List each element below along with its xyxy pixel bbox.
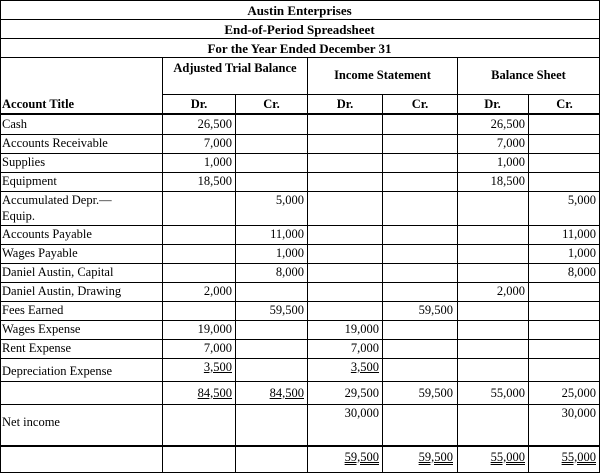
amount-cell: 11,000 [270,227,304,241]
bs-cr-header: Cr. [556,97,573,111]
total-cell: 25,000 [561,386,596,400]
amount-cell: 11,000 [562,227,596,241]
account-title-cell: Supplies [2,155,46,169]
company-name: Austin Enterprises [247,3,352,18]
amount-cell: 19,000 [344,322,379,336]
total-cell: 59,500 [418,386,453,400]
final-total-cell: 59,500 [344,450,379,464]
amount-cell: 1,000 [496,155,525,169]
atb-cr-header: Cr. [263,97,280,111]
account-title-cell: Daniel Austin, Capital [2,265,114,279]
amount-cell: 3,500 [203,360,232,374]
row-divider [0,404,600,405]
atb-dr-header: Dr. [190,97,208,111]
amount-cell: 19,000 [197,322,232,336]
amount-cell: 7,000 [203,341,232,355]
account-title-cell: Wages Expense [2,322,81,336]
amount-cell: 8,000 [275,265,304,279]
col-divider [235,94,236,473]
is-dr-header: Dr. [336,97,354,111]
account-title-line: Equip. [2,209,35,223]
account-title-cell: Accounts Receivable [2,136,108,150]
report-name: End-of-Period Spreadsheet [224,22,375,37]
total-cell: 84,500 [269,386,304,400]
total-cell: 29,500 [344,386,379,400]
amount-cell: 1,000 [567,246,596,260]
amount-cell: 3,500 [350,360,379,374]
account-title-cell: Rent Expense [2,341,72,355]
net-income-bs-cr: 30,000 [561,406,596,420]
net-income-is-dr: 30,000 [344,406,379,420]
account-title-cell: Wages Payable [2,246,78,260]
amount-cell: 1,000 [203,155,232,169]
account-title-cell: Daniel Austin, Drawing [2,284,122,298]
account-title-line: Accumulated Depr.— [2,193,112,207]
report-period: For the Year Ended December 31 [207,41,392,56]
account-title-cell [2,192,160,226]
group-balance-sheet: Balance Sheet [491,68,566,82]
header-divider [0,19,600,20]
col-divider [382,94,383,473]
is-cr-header: Cr. [411,97,429,111]
amount-cell: 7,000 [203,136,232,150]
bs-dr-header: Dr. [484,97,501,111]
amount-cell: 8,000 [567,265,596,279]
amount-cell: 18,500 [197,174,232,188]
amount-cell: 7,000 [496,136,525,150]
net-income-label: Net income [2,415,60,429]
amount-cell: 2,000 [496,284,525,298]
account-title-cell: Cash [2,117,27,131]
amount-cell: 5,000 [567,193,596,207]
amount-cell: 7,000 [350,341,379,355]
account-title-cell: Equipment [2,174,57,188]
amount-cell: 18,500 [490,174,525,188]
final-total-cell: 55,000 [561,450,596,464]
amount-cell: 26,500 [490,117,525,131]
total-cell: 55,000 [490,386,525,400]
group-income-statement: Income Statement [334,68,431,82]
amount-cell: 2,000 [203,284,232,298]
account-title-cell: Fees Earned [2,303,64,317]
top-border [0,0,600,1]
column-header-divider [0,113,600,115]
final-total-cell: 59,500 [418,450,453,464]
header-divider [0,38,600,39]
amount-cell: 5,000 [275,193,304,207]
final-total-cell: 55,000 [490,450,525,464]
left-border [0,0,1,473]
row-divider [0,445,600,447]
account-title-cell: Depreciation Expense [2,364,113,378]
account-title-header: Account Title [2,97,75,111]
group-adjusted-trial-balance: Adjusted Trial Balance [173,61,297,75]
header-divider [0,57,600,58]
total-cell: 84,500 [197,386,232,400]
amount-cell: 1,000 [275,246,304,260]
amount-cell: 26,500 [197,117,232,131]
account-title-cell: Accounts Payable [2,227,92,241]
amount-cell: 59,500 [269,303,304,317]
amount-cell: 59,500 [418,303,453,317]
